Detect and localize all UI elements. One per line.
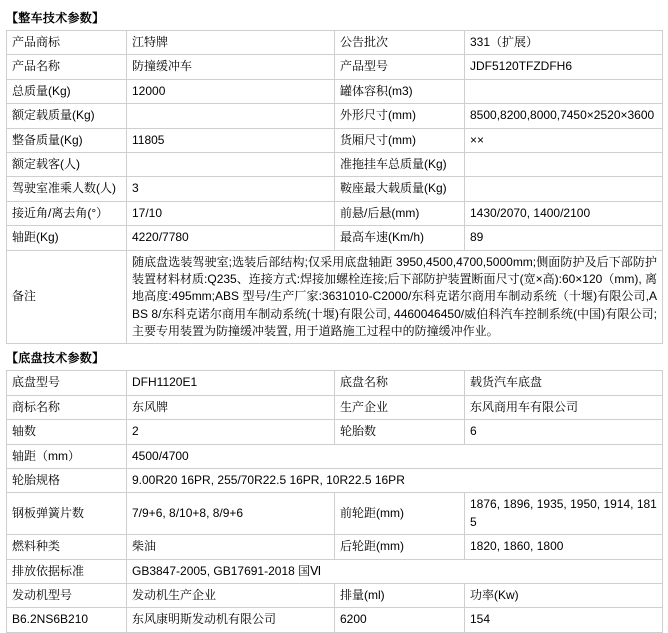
table-row-remark: [7, 250, 663, 344]
engine-maker-label: 发动机生产企业: [127, 583, 335, 607]
row-value: 4220/7780: [127, 226, 335, 250]
row-value: 东风牌: [127, 395, 335, 419]
row-label: 产品名称: [7, 55, 127, 79]
row-value: 8500,8200,8000,7450×2520×3600: [465, 104, 663, 128]
table-row: [7, 559, 663, 583]
row-value: 1876, 1896, 1935, 1950, 1914, 1815: [465, 493, 663, 535]
row-value: 1820, 1860, 1800: [465, 535, 663, 559]
section-title-chassis: 【底盘技术参数】: [6, 350, 105, 365]
table-row: [7, 493, 663, 535]
engine-model-label: 发动机型号: [7, 583, 127, 607]
row-value: 17/10: [127, 201, 335, 225]
row-label: 燃料种类: [7, 535, 127, 559]
row-value: GB3847-2005, GB17691-2018 国Ⅵ: [127, 559, 663, 583]
table-row: [7, 395, 663, 419]
row-value: 9.00R20 16PR, 255/70R22.5 16PR, 10R22.5 16PR: [127, 469, 663, 493]
chassis-spec-table: [6, 370, 663, 632]
row-label: 驾驶室准乘人数(人): [7, 177, 127, 201]
table-row: [7, 55, 663, 79]
row-value: [127, 104, 335, 128]
table-row: [7, 152, 663, 176]
section-title-vehicle: 【整车技术参数】: [6, 10, 105, 25]
row-label: 排放依据标准: [7, 559, 127, 583]
row-label: 轴距(Kg): [7, 226, 127, 250]
row-label: 前悬/后悬(mm): [335, 201, 465, 225]
engine-displacement-value: 6200: [335, 608, 465, 632]
row-value: 3: [127, 177, 335, 201]
row-label: 底盘名称: [335, 371, 465, 395]
engine-displacement-label: 排量(ml): [335, 583, 465, 607]
row-label: 总质量(Kg): [7, 79, 127, 103]
row-label: 轮胎规格: [7, 469, 127, 493]
row-value: 防撞缓冲车: [127, 55, 335, 79]
row-label: 接近角/离去角(°）: [7, 201, 127, 225]
row-value: 7/9+6, 8/10+8, 8/9+6: [127, 493, 335, 535]
table-row: [7, 444, 663, 468]
row-label: 轮胎数: [335, 420, 465, 444]
row-value: ××: [465, 128, 663, 152]
row-value: 11805: [127, 128, 335, 152]
row-value: DFH1120E1: [127, 371, 335, 395]
row-value: 2: [127, 420, 335, 444]
table-row-engine-values: [7, 608, 663, 632]
table-row: [7, 31, 663, 55]
table-row: [7, 201, 663, 225]
remark-text: 随底盘选装驾驶室;选装后部结构;仅采用底盘轴距 3950,4500,4700,5000mm;侧面防护及后下部防护装置材料材质:Q235、连接方式:焊接加螺栓连接;后下部防护装置断面尺寸(宽×高):60×120（mm), 离地高度:495mm;ABS 型号/生产厂家:3631010-C2000/东科克诺尔商用车制动系统（十堰)有限公司,ABS 8/东科克诺尔商用车制动系统(十堰)有限公司, 4460046450/威伯科汽车控制系统(中国)有限公司; 主要专用装置为防撞缓冲装置, 用于道路施工过程中的防撞缓冲作业。: [127, 250, 663, 344]
table-row: [7, 469, 663, 493]
table-row: [7, 177, 663, 201]
row-value: [127, 152, 335, 176]
row-value: 331（扩展）: [465, 31, 663, 55]
row-value: JDF5120TFZDFH6: [465, 55, 663, 79]
row-value: 江特牌: [127, 31, 335, 55]
row-label: 最高车速(Km/h): [335, 226, 465, 250]
row-value: [465, 152, 663, 176]
row-value: 载货汽车底盘: [465, 371, 663, 395]
row-label: 额定载客(人): [7, 152, 127, 176]
table-row: [7, 128, 663, 152]
row-value: [465, 79, 663, 103]
row-label: 公告批次: [335, 31, 465, 55]
row-label: 产品商标: [7, 31, 127, 55]
row-label: 额定载质量(Kg): [7, 104, 127, 128]
row-label: 前轮距(mm): [335, 493, 465, 535]
engine-maker-value: 东风康明斯发动机有限公司: [127, 608, 335, 632]
row-label: 底盘型号: [7, 371, 127, 395]
row-label: 鞍座最大载质量(Kg): [335, 177, 465, 201]
table-row: [7, 535, 663, 559]
section-header-vehicle: [6, 7, 662, 27]
table-row: [7, 79, 663, 103]
remark-label: 备注: [7, 250, 127, 344]
row-label: 整备质量(Kg): [7, 128, 127, 152]
table-row: [7, 420, 663, 444]
row-value: [465, 177, 663, 201]
row-label: 钢板弹簧片数: [7, 493, 127, 535]
row-label: 商标名称: [7, 395, 127, 419]
table-row: [7, 226, 663, 250]
row-value: 89: [465, 226, 663, 250]
section-header-chassis: [6, 347, 662, 367]
row-label: 外形尺寸(mm): [335, 104, 465, 128]
row-value: 1430/2070, 1400/2100: [465, 201, 663, 225]
row-label: 罐体容积(m3): [335, 79, 465, 103]
engine-power-value: 154: [465, 608, 663, 632]
table-row: [7, 104, 663, 128]
row-value: 东风商用车有限公司: [465, 395, 663, 419]
row-value: 12000: [127, 79, 335, 103]
engine-model-value: B6.2NS6B210: [7, 608, 127, 632]
row-label: 轴距（mm）: [7, 444, 127, 468]
row-label: 轴数: [7, 420, 127, 444]
row-label: 准拖挂车总质量(Kg): [335, 152, 465, 176]
table-row: [7, 371, 663, 395]
row-label: 产品型号: [335, 55, 465, 79]
row-value: 柴油: [127, 535, 335, 559]
engine-power-label: 功率(Kw): [465, 583, 663, 607]
row-label: 生产企业: [335, 395, 465, 419]
row-label: 后轮距(mm): [335, 535, 465, 559]
table-row-engine-header: [7, 583, 663, 607]
row-value: 4500/4700: [127, 444, 663, 468]
row-label: 货厢尺寸(mm): [335, 128, 465, 152]
vehicle-spec-table: [6, 30, 663, 344]
row-value: 6: [465, 420, 663, 444]
